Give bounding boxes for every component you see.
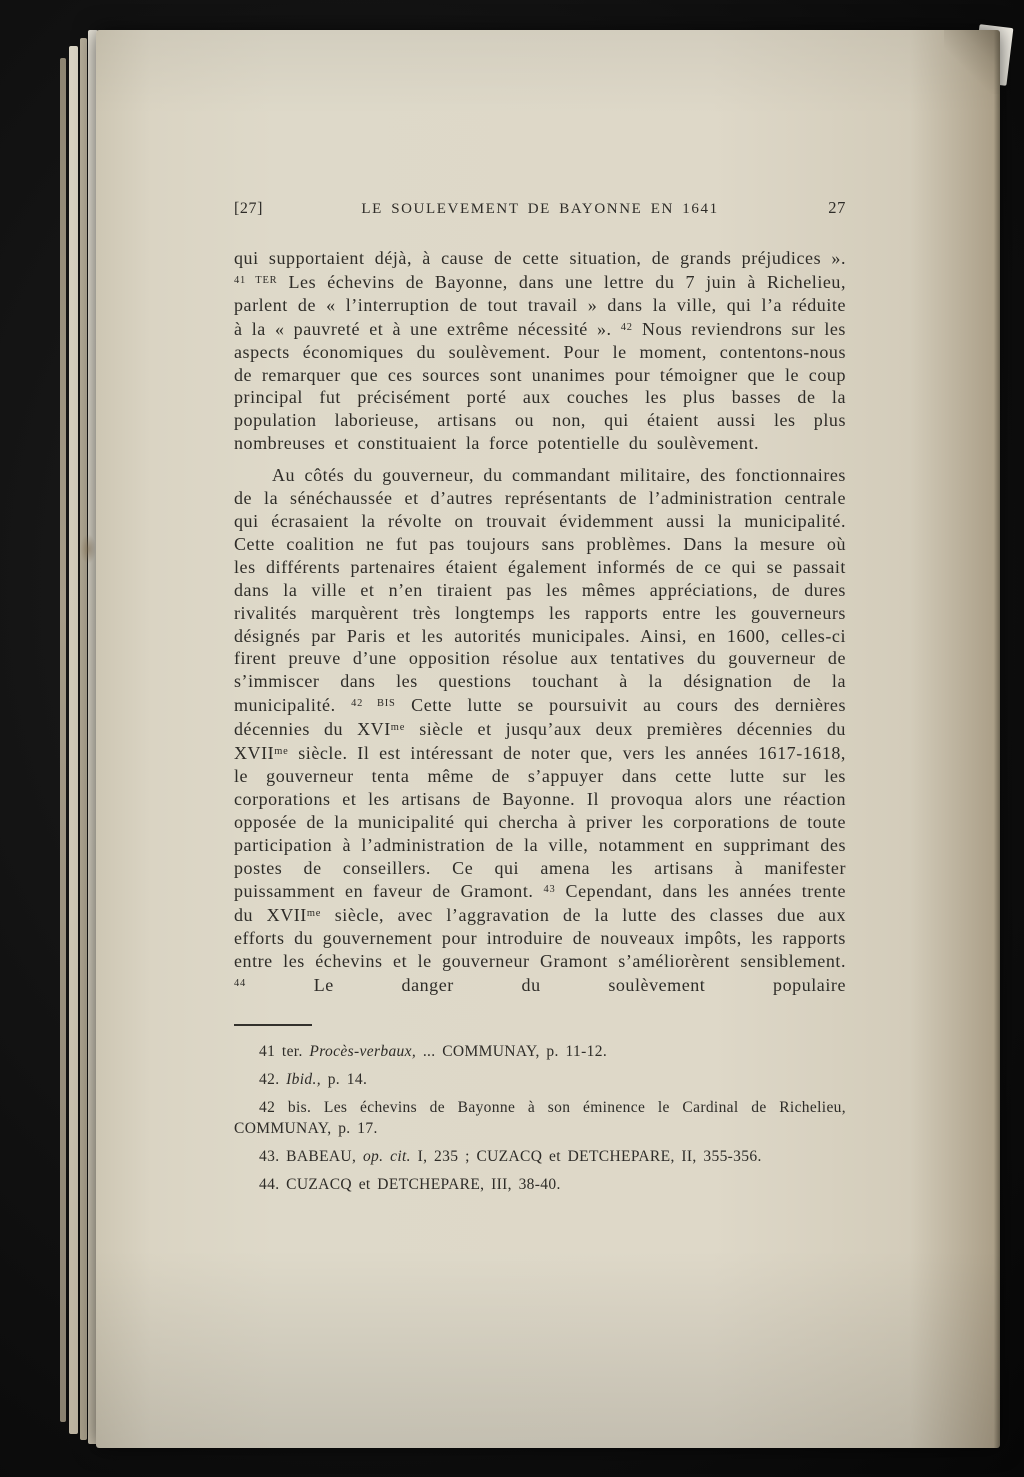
body-paragraph bbox=[234, 247, 846, 455]
book-page bbox=[96, 30, 1000, 1448]
footnote-reference: 41 TER bbox=[234, 274, 278, 286]
text-run: Cette lutte se poursuivit au cours des dernières décennies du XVI bbox=[234, 695, 847, 740]
footnote-reference: me bbox=[306, 908, 322, 920]
footnote bbox=[234, 1041, 846, 1062]
text-run: 43. BABEAU, bbox=[259, 1148, 363, 1165]
text-run: Nous reviendrons sur les aspects économiques du soulèvement. Pour le moment, contentons-nous de remarquer que ces sources sont unanimes pour témoigner que le coup principal fut précisément porté aux couches les plus basses de la population laborieuse, artisans ou non, qui étaient aussi les plus nombreuses et constituaient la force potentielle du soulèvement. bbox=[234, 318, 846, 454]
italic-text: Ibid., bbox=[286, 1071, 321, 1088]
text-block bbox=[234, 198, 846, 1202]
text-run: qui supportaient déjà, à cause de cette situation, de grands préjudices ». bbox=[234, 248, 846, 268]
body-paragraphs bbox=[234, 247, 846, 997]
footnote bbox=[234, 1069, 846, 1090]
book-page-edge bbox=[80, 38, 87, 1440]
text-run: siècle. Il est intéressant de noter que, vers les années 1617-1618, le gouverneur tenta même de s’appuyer dans cette lutte sur les corporations et les artisans de Bayonne. Il provoqua alors une réaction opposée de la municipalité qui chercha à priver les corporations de toute participation à l’administration de la ville, notamment en supprimant des postes de conseillers. Ce qui amena les artisans à manifester puissamment en faveur de Gramont. bbox=[234, 743, 846, 902]
text-run: Les échevins de Bayonne, dans une lettre du 7 juin à Richelieu, parlent de « l’interruption de tout travail » dans la ville, qui l’a réduite à la « pauvreté et à une extrême nécessité ». bbox=[234, 271, 847, 339]
text-run: I, 235 ; CUZACQ et DETCHEPARE, II, 355-356. bbox=[410, 1148, 762, 1165]
italic-text: op. cit. bbox=[362, 1148, 411, 1165]
footnote-rule bbox=[234, 1024, 312, 1026]
text-run: Au côtés du gouverneur, du commandant militaire, des fonctionnaires de la sénéchaussée et d’autres représentants de l’administration centrale qui écrasaient la révolte on trouvait évidemment aussi la municipalité. Cette coalition ne fut pas toujours sans problèmes. Dans la mesure où les différents partenaires étaient également informés de ce qui se passait dans la ville et n’en tiraient pas les mêmes appréciations, de dures rivalités marquèrent très longtemps les rapports entre les gouverneurs désignés par Paris et les autorités municipales. Ainsi, en 1600, celles-ci firent preuve d’une opposition résolue aux tentatives du gouverneur de s’immiscer dans les questions touchant à la désignation de la municipalité. bbox=[234, 465, 846, 716]
text-run: 41 ter. bbox=[259, 1043, 310, 1060]
footnote-reference: 42 BIS bbox=[351, 698, 396, 710]
text-run: Cependant, dans les années trente du XVII bbox=[234, 881, 846, 926]
footnote-reference: 42 bbox=[620, 321, 633, 333]
text-run: 44. CUZACQ et DETCHEPARE, III, 38-40. bbox=[259, 1176, 561, 1193]
text-run: Le danger du soulèvement populaire bbox=[246, 975, 846, 996]
footnote-reference: 43 bbox=[543, 884, 556, 896]
footnote bbox=[234, 1146, 846, 1167]
paper-stain bbox=[80, 534, 96, 564]
footnote-reference: me bbox=[274, 746, 289, 758]
text-run: siècle, avec l’aggravation de la lutte des classes due aux efforts du gouvernement pour introduire de nouveaux impôts, les rapports entre les échevins et le gouverneur Gramont s’améliorèrent sensiblement. bbox=[234, 905, 846, 972]
header-bracket-number: [27] bbox=[234, 200, 264, 217]
text-run: ... COMMUNAY, p. 11-12. bbox=[416, 1043, 608, 1060]
body-paragraph bbox=[234, 464, 846, 997]
running-head bbox=[234, 198, 846, 218]
text-run: 42 bis. Les échevins de Bayonne à son éminence le Cardinal de Richelieu, COMMUNAY, p. 17. bbox=[234, 1099, 846, 1137]
footnote-reference: me bbox=[390, 722, 406, 734]
page-number: 27 bbox=[828, 198, 846, 217]
text-run: p. 14. bbox=[320, 1071, 368, 1088]
chapter-title: LE SOULEVEMENT DE BAYONNE EN 1641 bbox=[361, 201, 719, 217]
footnote bbox=[234, 1174, 846, 1195]
text-run: 42. bbox=[259, 1071, 287, 1088]
page-corner-fold bbox=[944, 30, 1000, 94]
footnotes-list bbox=[234, 1041, 846, 1195]
book-page-edge bbox=[60, 58, 66, 1422]
italic-text: Procès-verbaux, bbox=[309, 1043, 417, 1060]
text-run: siècle et jusqu’aux deux premières décennies du XVII bbox=[234, 719, 846, 764]
book-page-edge bbox=[69, 46, 78, 1434]
footnote bbox=[234, 1097, 846, 1139]
footnote-reference: 44 bbox=[234, 978, 247, 990]
